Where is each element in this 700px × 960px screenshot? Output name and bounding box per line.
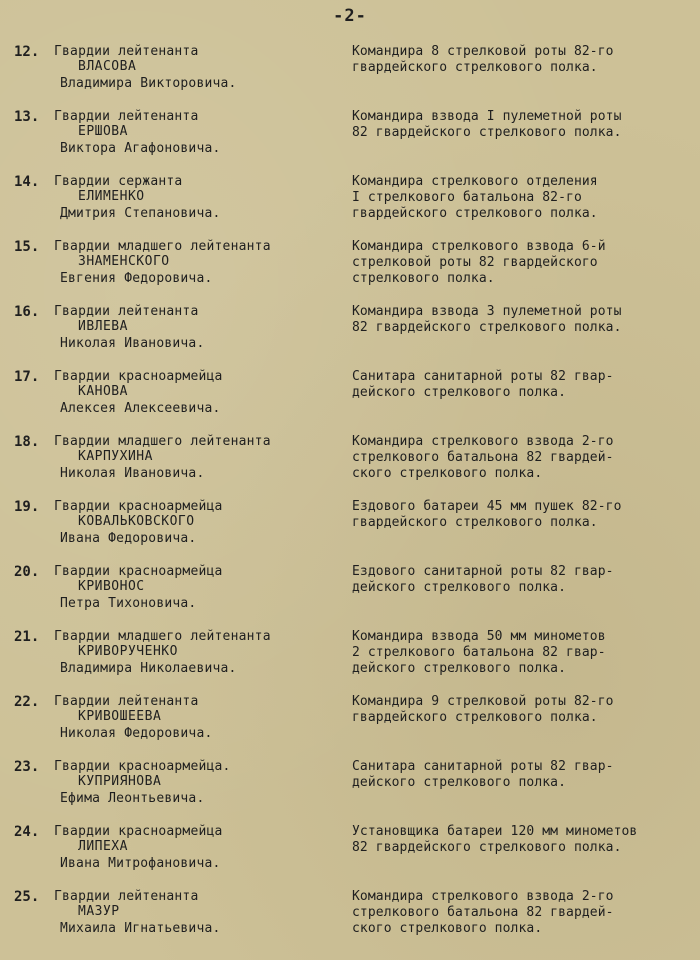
- entry-position: [352, 824, 697, 856]
- position-line: ского стрелкового полка.: [352, 921, 543, 936]
- position-line: Ездового батареи 45 мм пушек 82-го: [352, 499, 622, 514]
- position-line: гвардейского стрелкового полка.: [352, 206, 598, 221]
- list-item: [0, 629, 700, 693]
- position-line: Командира стрелкового взвода 2-го: [352, 434, 614, 449]
- entry-surname: ЛИПЕХА: [78, 839, 128, 854]
- position-line: стрелкового батальона 82 гвардей-: [352, 450, 614, 465]
- list-item: [0, 304, 700, 368]
- entry-position: [352, 499, 697, 531]
- entry-rank: Гвардии красноармейца: [54, 564, 223, 579]
- entry-rank: Гвардии младшего лейтенанта: [54, 239, 271, 254]
- entry-number: 24.: [14, 824, 40, 840]
- entry-given-name: Ефима Леонтьевича.: [60, 791, 205, 806]
- position-line: дейского стрелкового полка.: [352, 661, 567, 676]
- entry-rank: Гвардии красноармейца: [54, 824, 223, 839]
- entry-rank: Гвардии лейтенанта: [54, 694, 199, 709]
- entry-number: 21.: [14, 629, 40, 645]
- list-item: [0, 434, 700, 498]
- position-line: 82 гвардейского стрелкового полка.: [352, 840, 622, 855]
- position-line: Командира взвода I пулеметной роты: [352, 109, 622, 124]
- entry-surname: ИВЛЕВА: [78, 319, 128, 334]
- position-line: Ездового санитарной роты 82 гвар-: [352, 564, 614, 579]
- entry-given-name: Ивана Федоровича.: [60, 531, 197, 546]
- entry-number: 17.: [14, 369, 40, 385]
- position-line: стрелкового полка.: [352, 271, 495, 286]
- list-item: [0, 174, 700, 238]
- position-line: I стрелкового батальона 82-го: [352, 190, 582, 205]
- entry-surname: ЗНАМЕНСКОГО: [78, 254, 170, 269]
- position-line: дейского стрелкового полка.: [352, 385, 567, 400]
- position-line: гвардейского стрелкового полка.: [352, 60, 598, 75]
- entry-number: 23.: [14, 759, 40, 775]
- position-line: 2 стрелкового батальона 82 гвар-: [352, 645, 606, 660]
- entry-number: 18.: [14, 434, 40, 450]
- entry-surname: ВЛАСОВА: [78, 59, 137, 74]
- entry-position: [352, 174, 697, 222]
- entry-rank: Гвардии сержанта: [54, 174, 183, 189]
- entry-rank: Гвардии красноармейца: [54, 369, 223, 384]
- entry-position: [352, 694, 697, 726]
- list-item: [0, 369, 700, 433]
- entry-rank: Гвардии младшего лейтенанта: [54, 629, 271, 644]
- entry-surname: ЕРШОВА: [78, 124, 128, 139]
- list-item: [0, 759, 700, 823]
- list-item: [0, 824, 700, 888]
- position-line: 82 гвардейского стрелкового полка.: [352, 125, 622, 140]
- entry-number: 15.: [14, 239, 40, 255]
- position-line: Установщика батареи 120 мм минометов: [352, 824, 638, 839]
- entry-surname: КАРПУХИНА: [78, 449, 153, 464]
- position-line: Санитара санитарной роты 82 гвар-: [352, 369, 614, 384]
- entry-rank: Гвардии лейтенанта: [54, 44, 199, 59]
- list-item: [0, 889, 700, 953]
- position-line: Командира 8 стрелковой роты 82-го: [352, 44, 614, 59]
- entry-number: 22.: [14, 694, 40, 710]
- position-line: стрелковой роты 82 гвардейского: [352, 255, 598, 270]
- entry-surname: ЕЛИМЕНКО: [78, 189, 145, 204]
- entry-surname: КУПРИЯНОВА: [78, 774, 162, 789]
- position-line: гвардейского стрелкового полка.: [352, 710, 598, 725]
- position-line: ского стрелкового полка.: [352, 466, 543, 481]
- list-item: [0, 109, 700, 173]
- entry-given-name: Николая Ивановича.: [60, 336, 205, 351]
- entry-surname: КОВАЛЬКОВСКОГО: [78, 514, 195, 529]
- page-number: -2-: [333, 6, 367, 26]
- entry-given-name: Алексея Алексеевича.: [60, 401, 221, 416]
- list-item: [0, 239, 700, 303]
- entry-given-name: Ивана Митрофановича.: [60, 856, 221, 871]
- position-line: Командира стрелкового взвода 2-го: [352, 889, 614, 904]
- entry-number: 12.: [14, 44, 40, 60]
- entry-rank: Гвардии младшего лейтенанта: [54, 434, 271, 449]
- list-item: [0, 499, 700, 563]
- position-line: Санитара санитарной роты 82 гвар-: [352, 759, 614, 774]
- position-line: Командира взвода 50 мм минометов: [352, 629, 606, 644]
- entry-rank: Гвардии лейтенанта: [54, 304, 199, 319]
- entry-rank: Гвардии красноармейца.: [54, 759, 231, 774]
- entry-position: [352, 44, 697, 76]
- position-line: Командира стрелкового взвода 6-й: [352, 239, 606, 254]
- entry-given-name: Владимира Викторовича.: [60, 76, 237, 91]
- entry-position: [352, 629, 697, 677]
- position-line: Командира 9 стрелковой роты 82-го: [352, 694, 614, 709]
- entry-given-name: Виктора Агафоновича.: [60, 141, 221, 156]
- entry-surname: КАНОВА: [78, 384, 128, 399]
- entry-given-name: Николая Ивановича.: [60, 466, 205, 481]
- entry-given-name: Евгения Федоровича.: [60, 271, 213, 286]
- position-line: Командира стрелкового отделения: [352, 174, 598, 189]
- entry-given-name: Дмитрия Степановича.: [60, 206, 221, 221]
- entry-surname: КРИВОШЕЕВА: [78, 709, 162, 724]
- position-line: стрелкового батальона 82 гвардей-: [352, 905, 614, 920]
- entry-position: [352, 434, 697, 482]
- entry-given-name: Петра Тихоновича.: [60, 596, 197, 611]
- entry-surname: КРИВОРУЧЕНКО: [78, 644, 178, 659]
- entry-number: 13.: [14, 109, 40, 125]
- entry-number: 16.: [14, 304, 40, 320]
- entry-position: [352, 239, 697, 287]
- position-line: 82 гвардейского стрелкового полка.: [352, 320, 622, 335]
- entry-position: [352, 564, 697, 596]
- entry-rank: Гвардии лейтенанта: [54, 109, 199, 124]
- entry-given-name: Владимира Николаевича.: [60, 661, 237, 676]
- list-item: [0, 694, 700, 758]
- entry-surname: МАЗУР: [78, 904, 120, 919]
- entry-rank: Гвардии красноармейца: [54, 499, 223, 514]
- entry-given-name: Михаила Игнатьевича.: [60, 921, 221, 936]
- position-line: гвардейского стрелкового полка.: [352, 515, 598, 530]
- position-line: дейского стрелкового полка.: [352, 775, 567, 790]
- entry-number: 25.: [14, 889, 40, 905]
- entry-position: [352, 759, 697, 791]
- entry-number: 19.: [14, 499, 40, 515]
- entry-number: 14.: [14, 174, 40, 190]
- position-line: Командира взвода 3 пулеметной роты: [352, 304, 622, 319]
- entry-position: [352, 889, 697, 937]
- list-item: [0, 564, 700, 628]
- entry-position: [352, 369, 697, 401]
- position-line: дейского стрелкового полка.: [352, 580, 567, 595]
- entry-rank: Гвардии лейтенанта: [54, 889, 199, 904]
- entry-surname: КРИВОНОС: [78, 579, 145, 594]
- entry-number: 20.: [14, 564, 40, 580]
- entry-given-name: Николая Федоровича.: [60, 726, 213, 741]
- entry-position: [352, 109, 697, 141]
- list-item: [0, 44, 700, 108]
- entry-position: [352, 304, 697, 336]
